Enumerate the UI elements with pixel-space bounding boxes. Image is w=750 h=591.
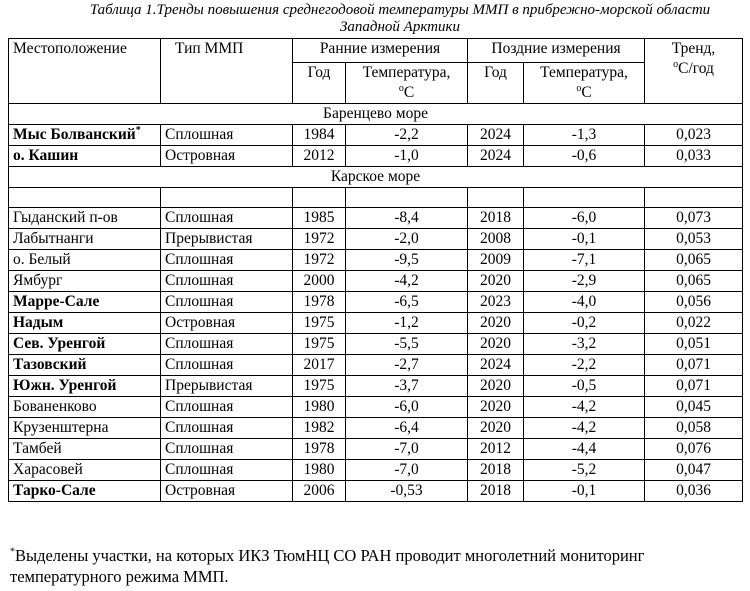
location-cell bbox=[9, 397, 161, 418]
late-temp-cell: -1,3 bbox=[524, 125, 645, 146]
location-name: Ямбург bbox=[13, 272, 63, 289]
location-cell bbox=[9, 460, 161, 481]
location-name: Гыданский п-ов bbox=[13, 209, 118, 226]
early-year-cell: 1985 bbox=[293, 208, 346, 229]
location-name: Крузенштерна bbox=[13, 419, 109, 436]
late-temp-cell: -5,2 bbox=[524, 460, 645, 481]
location-cell bbox=[9, 376, 161, 397]
header-temp-late-degree: o bbox=[576, 82, 582, 94]
late-temp-cell: -6,0 bbox=[524, 208, 645, 229]
early-year-cell: 1975 bbox=[293, 376, 346, 397]
early-year-cell: 1980 bbox=[293, 397, 346, 418]
early-temp-cell: -2,2 bbox=[346, 125, 468, 146]
late-temp-cell: -0,1 bbox=[524, 229, 645, 250]
early-temp-cell: -9,5 bbox=[346, 250, 468, 271]
trend-cell: 0,051 bbox=[645, 334, 743, 355]
early-year-cell: 1982 bbox=[293, 418, 346, 439]
section-header-row bbox=[9, 167, 743, 188]
late-year-cell: 2020 bbox=[468, 271, 524, 292]
early-year-cell: 2000 bbox=[293, 271, 346, 292]
table-body bbox=[9, 104, 743, 502]
early-temp-cell: -4,2 bbox=[346, 271, 468, 292]
permafrost-type-cell: Островная bbox=[161, 481, 293, 502]
empty-cell bbox=[9, 188, 161, 208]
header-year-late: Год bbox=[468, 63, 524, 104]
late-temp-cell: -2,9 bbox=[524, 271, 645, 292]
permafrost-type-cell: Островная bbox=[161, 313, 293, 334]
table-row bbox=[9, 397, 743, 418]
table-row bbox=[9, 355, 743, 376]
permafrost-type-cell: Сплошная bbox=[161, 208, 293, 229]
empty-cell bbox=[524, 188, 645, 208]
table-row bbox=[9, 313, 743, 334]
late-temp-cell: -2,2 bbox=[524, 355, 645, 376]
permafrost-type-cell: Сплошная bbox=[161, 355, 293, 376]
location-cell bbox=[9, 313, 161, 334]
trend-cell: 0,022 bbox=[645, 313, 743, 334]
empty-cell bbox=[468, 188, 524, 208]
table-row bbox=[9, 146, 743, 167]
early-temp-cell: -7,0 bbox=[346, 439, 468, 460]
trend-cell: 0,033 bbox=[645, 146, 743, 167]
location-cell bbox=[9, 250, 161, 271]
permafrost-type-cell: Сплошная bbox=[161, 397, 293, 418]
trend-cell: 0,053 bbox=[645, 229, 743, 250]
trend-cell: 0,047 bbox=[645, 460, 743, 481]
early-year-cell: 1978 bbox=[293, 439, 346, 460]
header-temp-late bbox=[524, 63, 645, 104]
empty-cell bbox=[161, 188, 293, 208]
location-name: Лабытнанги bbox=[13, 230, 94, 247]
late-year-cell: 2020 bbox=[468, 376, 524, 397]
location-name: о. Кашин bbox=[13, 147, 79, 164]
late-year-cell: 2008 bbox=[468, 229, 524, 250]
table-row bbox=[9, 481, 743, 502]
early-year-cell: 1972 bbox=[293, 250, 346, 271]
late-temp-cell: -4,2 bbox=[524, 397, 645, 418]
early-temp-cell: -6,5 bbox=[346, 292, 468, 313]
header-trend-label: Тренд, bbox=[671, 40, 716, 57]
header-type: Тип ММП bbox=[161, 39, 293, 104]
header-temp-late-unit: С bbox=[581, 84, 592, 101]
late-temp-cell: -4,0 bbox=[524, 292, 645, 313]
table-row bbox=[9, 229, 743, 250]
late-year-cell: 2023 bbox=[468, 292, 524, 313]
early-temp-cell: -6,0 bbox=[346, 397, 468, 418]
footnote-mark: * bbox=[10, 546, 15, 558]
header-temp-early-unit: С bbox=[403, 84, 415, 101]
location-cell bbox=[9, 418, 161, 439]
permafrost-type-cell: Островная bbox=[161, 146, 293, 167]
location-name: Мыс Болванский bbox=[13, 126, 136, 143]
early-year-cell: 1980 bbox=[293, 460, 346, 481]
header-location: Местоположение bbox=[9, 39, 161, 104]
section-header-row bbox=[9, 104, 743, 125]
trend-cell: 0,058 bbox=[645, 418, 743, 439]
section-title: Баренцево море bbox=[9, 104, 743, 125]
late-year-cell: 2020 bbox=[468, 397, 524, 418]
location-cell bbox=[9, 439, 161, 460]
permafrost-type-cell: Сплошная bbox=[161, 418, 293, 439]
table-row bbox=[9, 418, 743, 439]
location-name: Сев. Уренгой bbox=[13, 335, 106, 352]
late-year-cell: 2024 bbox=[468, 146, 524, 167]
early-temp-cell: -2,0 bbox=[346, 229, 468, 250]
location-cell bbox=[9, 334, 161, 355]
empty-cell bbox=[346, 188, 468, 208]
permafrost-type-cell: Сплошная bbox=[161, 439, 293, 460]
late-temp-cell: -0,5 bbox=[524, 376, 645, 397]
header-trend bbox=[645, 39, 743, 104]
trend-cell: 0,065 bbox=[645, 271, 743, 292]
early-year-cell: 1975 bbox=[293, 313, 346, 334]
empty-cell bbox=[293, 188, 346, 208]
late-year-cell: 2020 bbox=[468, 418, 524, 439]
late-year-cell: 2018 bbox=[468, 208, 524, 229]
permafrost-type-cell: Сплошная bbox=[161, 292, 293, 313]
late-year-cell: 2024 bbox=[468, 355, 524, 376]
early-temp-cell: -1,2 bbox=[346, 313, 468, 334]
trend-cell: 0,036 bbox=[645, 481, 743, 502]
location-name: Тамбей bbox=[13, 440, 62, 457]
header-temp-early bbox=[346, 63, 468, 104]
early-year-cell: 2017 bbox=[293, 355, 346, 376]
early-temp-cell: -0,53 bbox=[346, 481, 468, 502]
late-year-cell: 2020 bbox=[468, 313, 524, 334]
table-row bbox=[9, 292, 743, 313]
trend-cell: 0,071 bbox=[645, 376, 743, 397]
empty-row bbox=[9, 188, 743, 208]
permafrost-type-cell: Прерывистая bbox=[161, 376, 293, 397]
trend-cell: 0,065 bbox=[645, 250, 743, 271]
table-row bbox=[9, 460, 743, 481]
permafrost-type-cell: Сплошная bbox=[161, 250, 293, 271]
location-name: о. Белый bbox=[13, 251, 71, 268]
permafrost-type-cell: Сплошная bbox=[161, 125, 293, 146]
location-cell bbox=[9, 208, 161, 229]
permafrost-type-cell: Прерывистая bbox=[161, 229, 293, 250]
late-year-cell: 2020 bbox=[468, 334, 524, 355]
header-temp-late-label: Температура, bbox=[540, 64, 628, 81]
location-name: Тарко-Сале bbox=[13, 482, 96, 499]
early-temp-cell: -8,4 bbox=[346, 208, 468, 229]
late-year-cell: 2024 bbox=[468, 125, 524, 146]
location-name: Бованенково bbox=[13, 398, 97, 415]
table-caption: Таблица 1.Тренды повышения среднегодовой температуры ММП в прибрежно-морской области Западной Арктики bbox=[89, 2, 711, 35]
location-cell bbox=[9, 355, 161, 376]
table-row bbox=[9, 439, 743, 460]
early-year-cell: 1972 bbox=[293, 229, 346, 250]
location-cell bbox=[9, 125, 161, 146]
table-row bbox=[9, 334, 743, 355]
early-temp-cell: -3,7 bbox=[346, 376, 468, 397]
location-name: Южн. Уренгой bbox=[13, 377, 117, 394]
permafrost-trends-table bbox=[8, 38, 743, 502]
early-temp-cell: -7,0 bbox=[346, 460, 468, 481]
location-cell bbox=[9, 271, 161, 292]
late-year-cell: 2009 bbox=[468, 250, 524, 271]
trend-cell: 0,071 bbox=[645, 355, 743, 376]
location-name: Тазовский bbox=[13, 356, 87, 373]
location-name: Надым bbox=[13, 314, 64, 331]
late-temp-cell: -3,2 bbox=[524, 334, 645, 355]
location-cell bbox=[9, 146, 161, 167]
permafrost-type-cell: Сплошная bbox=[161, 271, 293, 292]
location-cell bbox=[9, 229, 161, 250]
early-temp-cell: -6,4 bbox=[346, 418, 468, 439]
header-early: Ранние измерения bbox=[293, 39, 468, 63]
late-year-cell: 2012 bbox=[468, 439, 524, 460]
trend-cell: 0,076 bbox=[645, 439, 743, 460]
trend-cell: 0,045 bbox=[645, 397, 743, 418]
location-name: Харасовей bbox=[13, 461, 83, 478]
late-temp-cell: -0,6 bbox=[524, 146, 645, 167]
header-trend-unit: С/год bbox=[678, 60, 714, 77]
header-temp-early-label: Температура, bbox=[362, 64, 451, 81]
late-temp-cell: -4,4 bbox=[524, 439, 645, 460]
header-late: Поздние измерения bbox=[468, 39, 645, 63]
late-year-cell: 2018 bbox=[468, 481, 524, 502]
trend-cell: 0,073 bbox=[645, 208, 743, 229]
early-temp-cell: -5,5 bbox=[346, 334, 468, 355]
header-temp-early-degree: o bbox=[398, 82, 404, 94]
trend-cell: 0,056 bbox=[645, 292, 743, 313]
early-temp-cell: -2,7 bbox=[346, 355, 468, 376]
table-row bbox=[9, 376, 743, 397]
late-temp-cell: -4,2 bbox=[524, 418, 645, 439]
table-row bbox=[9, 125, 743, 146]
late-temp-cell: -0,1 bbox=[524, 481, 645, 502]
early-year-cell: 2012 bbox=[293, 146, 346, 167]
permafrost-type-cell: Сплошная bbox=[161, 334, 293, 355]
late-year-cell: 2018 bbox=[468, 460, 524, 481]
early-year-cell: 2006 bbox=[293, 481, 346, 502]
early-year-cell: 1975 bbox=[293, 334, 346, 355]
permafrost-type-cell: Сплошная bbox=[161, 460, 293, 481]
footnote-text: Выделены участки, на которых ИКЗ ТюмНЦ СО РАН проводит многолетний мониторинг температурного режима ММП. bbox=[10, 546, 645, 586]
header-trend-degree: o bbox=[673, 58, 679, 70]
header-year-early: Год bbox=[293, 63, 346, 104]
table-row bbox=[9, 271, 743, 292]
footnote bbox=[10, 545, 745, 587]
location-cell bbox=[9, 292, 161, 313]
table-row bbox=[9, 250, 743, 271]
late-temp-cell: -0,2 bbox=[524, 313, 645, 334]
empty-cell bbox=[645, 188, 743, 208]
early-year-cell: 1978 bbox=[293, 292, 346, 313]
early-year-cell: 1984 bbox=[293, 125, 346, 146]
table-row bbox=[9, 208, 743, 229]
footnote-reference: * bbox=[135, 124, 141, 136]
location-name: Марре-Сале bbox=[13, 293, 100, 310]
location-cell bbox=[9, 481, 161, 502]
late-temp-cell: -7,1 bbox=[524, 250, 645, 271]
trend-cell: 0,023 bbox=[645, 125, 743, 146]
early-temp-cell: -1,0 bbox=[346, 146, 468, 167]
section-title: Карское море bbox=[9, 167, 743, 188]
